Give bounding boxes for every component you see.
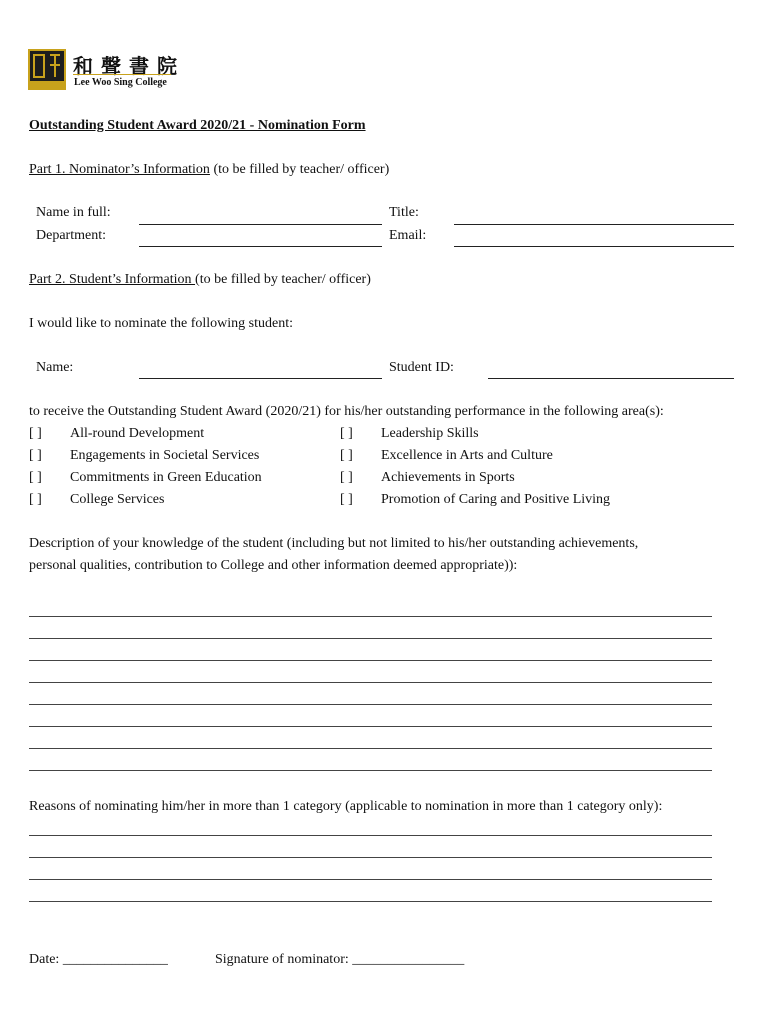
- part2-heading: Part 2. Student’s Information: [29, 272, 196, 287]
- area-checkbox[interactable]: [ ]: [340, 492, 353, 507]
- part1-note: (to be filled by teacher/ officer): [209, 162, 390, 177]
- signature-field[interactable]: ________________: [352, 952, 465, 967]
- description-answer-line[interactable]: [29, 770, 712, 771]
- part2-note: (to be filled by teacher/ officer): [195, 272, 371, 287]
- description-answer-line[interactable]: [29, 682, 712, 683]
- nominator-name-label: Name in full:: [36, 205, 111, 220]
- email-field[interactable]: [454, 246, 734, 247]
- description-answer-line[interactable]: [29, 660, 712, 661]
- date-row: [29, 952, 168, 968]
- description-prompt-line2: personal qualities, contribution to College and other information deemed appropriate)):: [29, 558, 518, 573]
- area-label: Achievements in Sports: [381, 470, 515, 485]
- email-label: Email:: [389, 228, 427, 243]
- area-label: Excellence in Arts and Culture: [381, 448, 553, 463]
- college-crest-icon: [28, 49, 66, 91]
- nominator-title-field[interactable]: [454, 224, 734, 225]
- nominator-name-field[interactable]: [139, 224, 382, 225]
- area-label: College Services: [70, 492, 165, 507]
- area-checkbox[interactable]: [ ]: [340, 470, 353, 485]
- area-checkbox[interactable]: [ ]: [29, 470, 42, 485]
- department-label: Department:: [36, 228, 106, 243]
- department-field[interactable]: [139, 246, 382, 247]
- signature-label: Signature of nominator:: [215, 952, 353, 967]
- student-id-label: Student ID:: [389, 360, 454, 375]
- nominator-title-label: Title:: [389, 205, 419, 220]
- form-title: Outstanding Student Award 2020/21 - Nomination Form: [29, 118, 366, 133]
- area-label: Commitments in Green Education: [70, 470, 262, 485]
- area-checkbox[interactable]: [ ]: [29, 426, 42, 441]
- college-name-english: Lee Woo Sing College: [74, 77, 167, 88]
- description-answer-line[interactable]: [29, 748, 712, 749]
- area-label: Promotion of Caring and Positive Living: [381, 492, 611, 507]
- area-label: Leadership Skills: [381, 426, 479, 441]
- college-name-chinese: 和聲書院: [73, 54, 185, 78]
- area-label: All-round Development: [70, 426, 205, 441]
- description-answer-line[interactable]: [29, 638, 712, 639]
- student-name-label: Name:: [36, 360, 74, 375]
- part2-heading-row: [29, 272, 371, 288]
- signature-row: [215, 952, 464, 968]
- part1-heading: Part 1. Nominator’s Information: [29, 162, 210, 177]
- area-checkbox[interactable]: [ ]: [340, 426, 353, 441]
- date-field[interactable]: _______________: [62, 952, 168, 967]
- reasons-answer-line[interactable]: [29, 857, 712, 858]
- area-checkbox[interactable]: [ ]: [29, 492, 42, 507]
- date-label: Date:: [29, 952, 63, 967]
- area-checkbox[interactable]: [ ]: [340, 448, 353, 463]
- logo-divider: [73, 74, 171, 75]
- description-answer-line[interactable]: [29, 616, 712, 617]
- description-answer-line[interactable]: [29, 726, 712, 727]
- description-prompt-line1: Description of your knowledge of the student (including but not limited to his/her outstanding achievements,: [29, 536, 639, 551]
- area-checkbox[interactable]: [ ]: [29, 448, 42, 463]
- part1-heading-row: [29, 162, 389, 178]
- reasons-answer-line[interactable]: [29, 879, 712, 880]
- reasons-answer-line[interactable]: [29, 901, 712, 902]
- reasons-answer-line[interactable]: [29, 835, 712, 836]
- student-id-field[interactable]: [488, 378, 734, 379]
- area-label: Engagements in Societal Services: [70, 448, 260, 463]
- areas-intro: to receive the Outstanding Student Award (2020/21) for his/her outstanding performance in the following area(s):: [29, 404, 664, 419]
- student-name-field[interactable]: [139, 378, 382, 379]
- nominate-intro: I would like to nominate the following student:: [29, 316, 294, 331]
- description-answer-line[interactable]: [29, 704, 712, 705]
- reasons-prompt: Reasons of nominating him/her in more than 1 category (applicable to nomination in more than 1 category only):: [29, 799, 663, 814]
